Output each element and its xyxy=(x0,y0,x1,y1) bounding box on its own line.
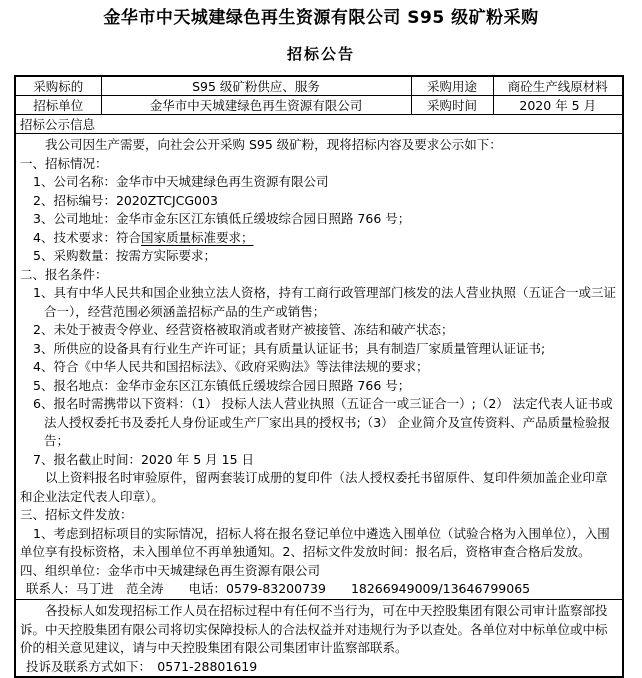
section2-item-registration-place: 5、报名地点：金华市金东区江东镇低丘缓坡综合园日照路 766 号； xyxy=(33,377,411,393)
page-title: 金华市中天城建绿色再生资源有限公司 S95 级矿粉采购 xyxy=(103,8,539,28)
intro-paragraph: 我公司因生产需要，向社会公开采购 S95 级矿粉，现将招标内容及要求公示如下： xyxy=(45,137,502,152)
section3-item-1: 1、考虑到招标项目的实际情况，招标人将在报名登记单位中遴选入围单位（试验合格为入围单位），入围单位享有投标资格，未入围单位不再单独通知。2、招标文件发放时间：报名后，资格审查合格后发放。 xyxy=(20,525,610,559)
value-procurement-subject: S95 级矿粉供应、服务 xyxy=(101,76,411,96)
section2-item-1: 1、具有中华人民共和国企业独立法人资格，持有工商行政管理部门核发的法人营业执照（五证合一或三证合一），经营范围必须涵盖招标产品的生产或销售； xyxy=(33,285,616,319)
complaint-cell xyxy=(15,600,623,678)
label-procurement-subject: 采购标的 xyxy=(15,76,101,96)
tender-info-table xyxy=(14,75,624,678)
label-procurement-time: 采购时间 xyxy=(411,96,493,115)
complaint-paragraph: 各投标人如发现招标工作人员在招标过程中有任何不当行为，可在中天控股集团有限公司审计监察部投诉。中天控股集团有限公司将切实保障投标人的合法权益并对违规行为予以查处。各单位对中标单位或中标价的相关意见建议，请与中天控股集团有限公司集团审计监察部联系。 xyxy=(20,603,608,655)
section2-item-2: 2、未处于被责令停业、经营资格被取消或者财产被接管、冻结和破产状态； xyxy=(33,322,454,337)
announcement-body-cell xyxy=(15,134,623,600)
table-row-body xyxy=(15,134,623,600)
tech-requirement-prefix: 4、技术要求：符合 xyxy=(33,229,141,245)
value-procurement-purpose: 商砼生产线原材料 xyxy=(493,76,623,96)
label-procurement-purpose: 采购用途 xyxy=(411,76,493,96)
contact-line: 联系人：马丁进 范全涛 电话：0579-83200739 18266949009/13646799065 xyxy=(26,581,531,596)
section2-note: 以上资料报名时审验原件，留两套装订成册的复印件（法人授权委托书留原件、复印件须加盖企业印章和企业法定代表人印章）。 xyxy=(20,470,608,504)
table-row-subject xyxy=(15,76,623,96)
section3-title: 三、招标文件发放： xyxy=(20,507,133,522)
page-subtitle: 招标公告 xyxy=(286,45,355,63)
section1-item-company-name: 1、公司名称：金华市中天城建绿色再生资源有限公司 xyxy=(33,174,329,189)
section2-item-required-documents: 6、报名时需携带以下资料：（1） 投标人法人营业执照（五证合一或三证合一）;（2） 法定代表人证书或法人授权委托书及委托人身份证或生产厂家出具的授权书;（3） 企业简介及宣传资料、产品质量检验报告； xyxy=(33,396,613,448)
table-row-footer xyxy=(15,600,623,678)
section2-item-deadline: 7、报名截止时间：2020 年 5 月 15 日 xyxy=(33,451,254,467)
section4-title: 四、组织单位：金华市中天城建绿色再生资源有限公司 xyxy=(20,562,321,578)
value-tender-unit: 金华市中天城建绿色再生资源有限公司 xyxy=(101,96,411,115)
table-row-section-header xyxy=(15,115,623,134)
section2-title: 二、报名条件： xyxy=(20,266,108,282)
label-tender-unit: 招标单位 xyxy=(15,96,101,115)
section2-item-3: 3、所供应的设备具有行业生产许可证；具有质量认证证书；具有制造厂家质量管理认证证书; xyxy=(33,340,546,356)
section-header-public-info: 招标公示信息 xyxy=(15,115,623,134)
section1-item-company-address: 3、公司地址：金华市金东区江东镇低丘缓坡综合园日照路 766 号； xyxy=(33,211,411,226)
table-row-unit xyxy=(15,96,623,115)
section1-item-tender-number: 2、招标编号：2020ZTCJCG003 xyxy=(33,192,218,208)
complaint-contact-line: 投诉及联系方式如下： 0571-28801619 xyxy=(26,658,258,674)
section1-item-quantity: 5、采购数量：按需方实际要求； xyxy=(33,248,216,263)
section1-title: 一、招标情况： xyxy=(20,155,108,171)
value-procurement-time: 2020 年 5 月 xyxy=(493,96,623,115)
section2-item-4: 4、符合《中华人民共和国招标法》、《政府采购法》等法律法规的要求； xyxy=(33,359,429,374)
tech-requirement-underlined: 国家质量标准要求； xyxy=(140,229,254,245)
section1-item-tech-requirement xyxy=(20,229,617,248)
